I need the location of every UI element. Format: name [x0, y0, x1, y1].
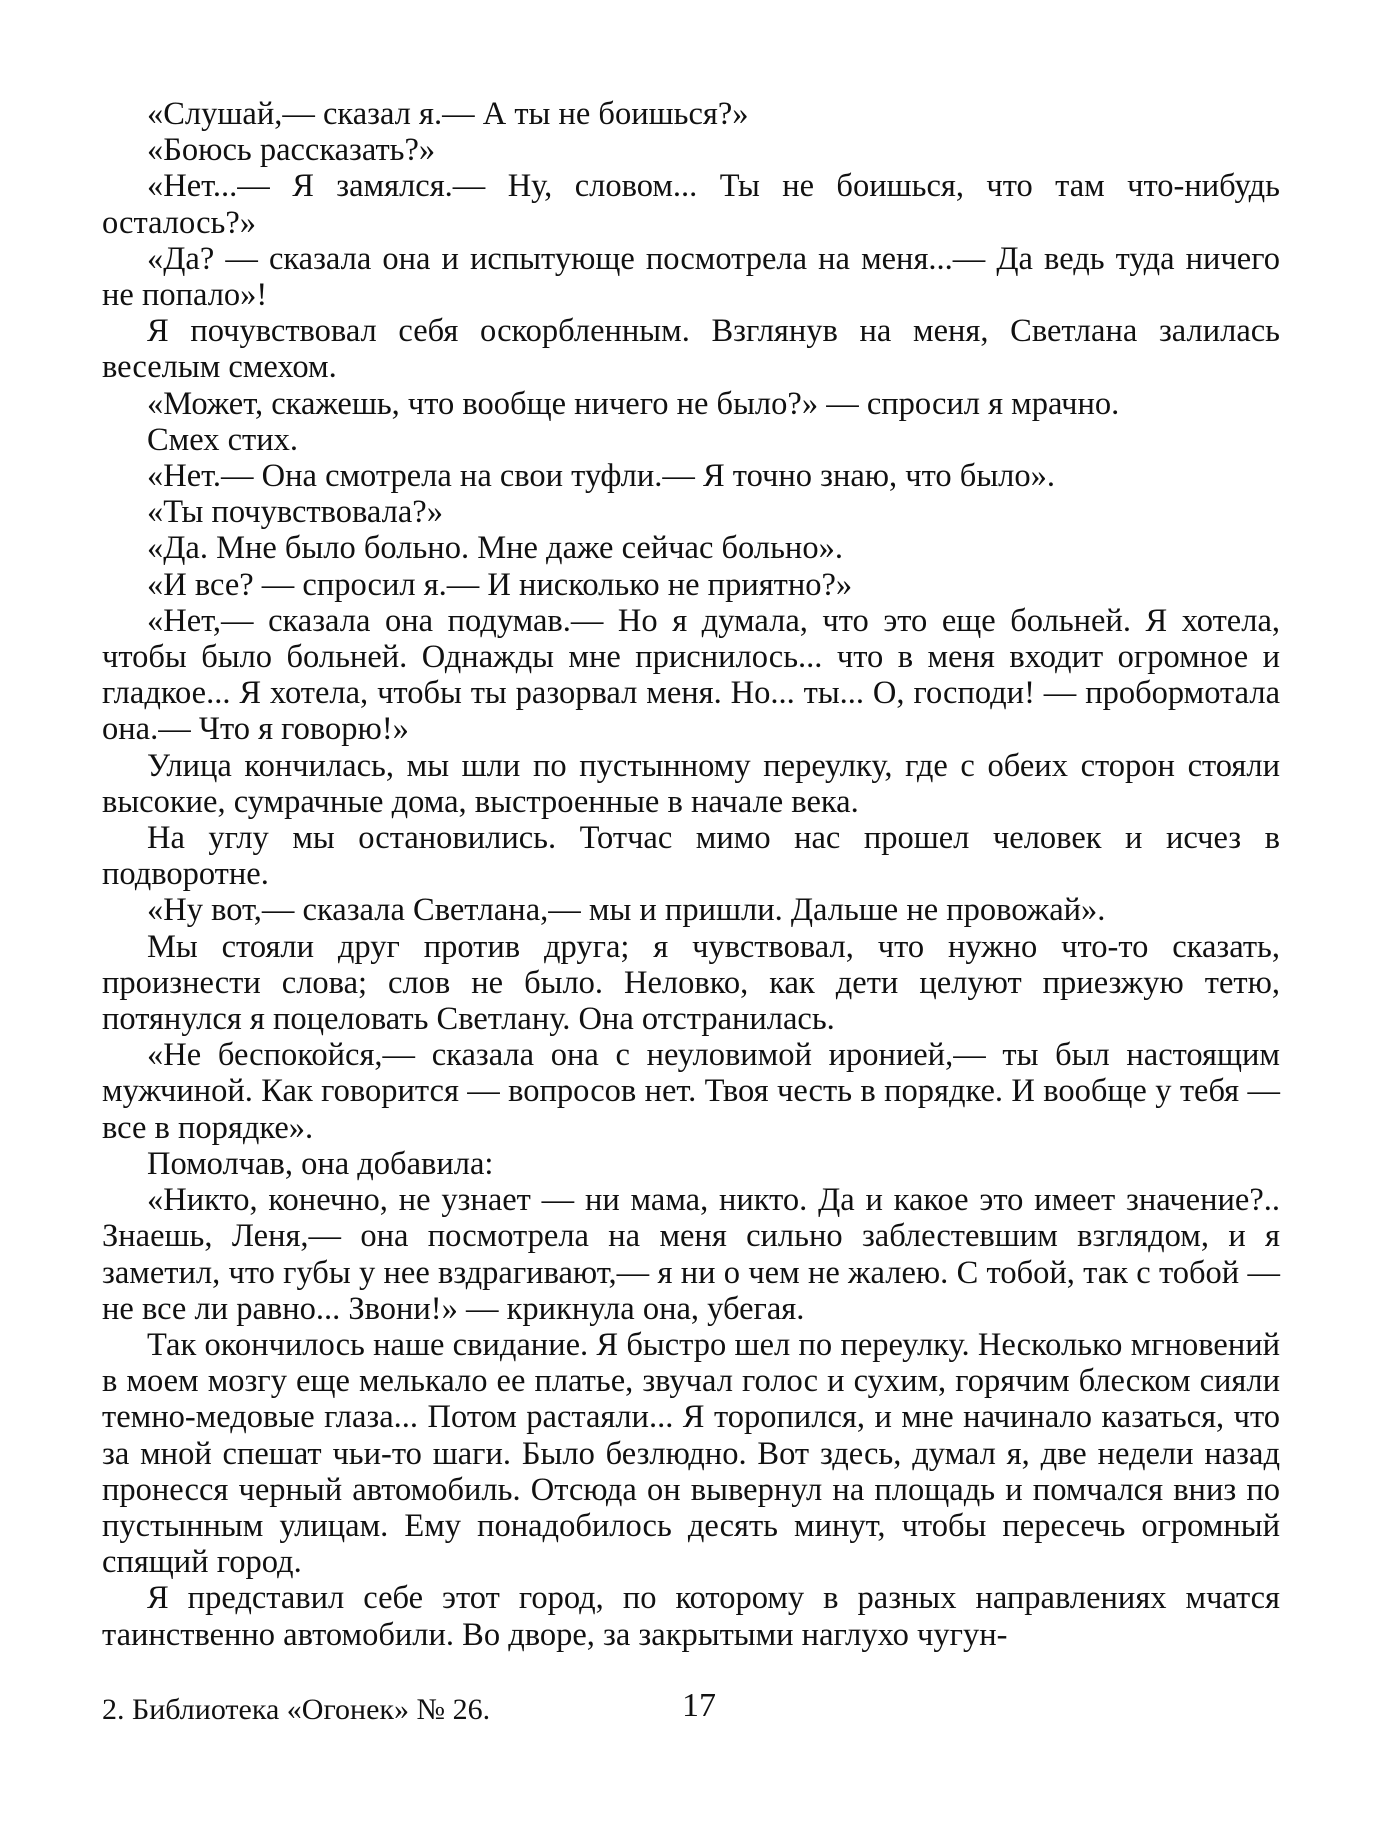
paragraph: Смех стих. [147, 421, 299, 458]
paragraph: «Боюсь рассказать?» [147, 132, 436, 169]
paragraph: «Слушай,— сказал я.— А ты не боишься?» [147, 96, 749, 132]
paragraph: Я представил себе этот город, по которому в разных направлениях мчатся таинственно автомобили. Во дворе, за закрытыми наглухо чугун- [102, 1580, 1280, 1653]
paragraph: «Нет.— Она смотрела на свои туфли.— Я точно знаю, что было». [147, 458, 1056, 495]
paragraph: Мы стояли друг против друга; я чувствовал, что нужно что-то сказать, произнести слова; слов не было. Неловко, как дети целуют приезжую тетю, потянулся я поцеловать Светлану. Она отстранилась. [102, 928, 1280, 1038]
paragraph: Помолчав, она добавила: [147, 1145, 494, 1182]
paragraph: «Никто, конечно, не узнает — ни мама, никто. Да и какое это имеет значение?.. Знаешь, Леня,— она посмотрела на меня сильно заблестевшим взглядом, и я заметил, что губы у нее вздрагивают,— я ни о чем не жалею. С тобой, так с тобой — не все ли равно... Звони!» — крикнула она, убегая. [102, 1182, 1280, 1327]
paragraph: «Не беспокойся,— сказала она с неуловимой иронией,— ты был настоящим мужчиной. Как говорится — вопросов нет. Твоя честь в порядке. И вообще у тебя — все в порядке». [102, 1037, 1280, 1146]
paragraph: Так окончилось наше свидание. Я быстро шел по переулку. Несколько мгновений в моем мозгу еще мелькало ее платье, звучал голос и сухим, горячим блеском сияли темно-медовые глаза... Потом растаяли... Я торопился, и мне начинало казаться, что за мной спешат чьи-то шаги. Было безлюдно. Вот здесь, думал я, две недели назад пронесся черный автомобиль. Отсюда он вывернул на площадь и помчался вниз по пустынным улицам. Ему понадобилось десять минут, чтобы пересечь огромный спящий город. [102, 1326, 1280, 1581]
paragraph: Улица кончилась, мы шли по пустынному переулку, где с обеих сторон стояли высокие, сумрачные дома, выстроенные в начале века. [102, 747, 1280, 820]
page-text [102, 96, 1280, 1653]
page-number: 17 [682, 1687, 716, 1724]
paragraph: «Нет...— Я замялся.— Ну, словом... Ты не боишься, что там что-нибудь осталось?» [102, 168, 1280, 241]
paragraph: «Ты почувствовала?» [147, 494, 443, 531]
paragraph: «Да. Мне было больно. Мне даже сейчас больно». [147, 530, 843, 567]
paragraph: «Нет,— сказала она подумав.— Но я думала, что это еще больней. Я хотела, чтобы было больней. Однажды мне приснилось... что в меня входит огромное и гладкое... Я хотела, чтобы ты разорвал меня. Но... ты... О, господи! — пробормотала она.— Что я говорю!» [102, 602, 1280, 748]
paragraph: «Да? — сказала она и испытующе посмотрела на меня...— Да ведь туда ничего не попало»! [102, 240, 1280, 314]
paragraph: Я почувствовал себя оскорбленным. Взглянув на меня, Светлана залилась веселым смехом. [102, 313, 1280, 386]
paragraph: «И все? — спросил я.— И нисколько не приятно?» [147, 566, 853, 603]
paragraph: На углу мы остановились. Тотчас мимо нас прошел человек и исчез в подворотне. [102, 820, 1280, 893]
paragraph: «Ну вот,— сказала Светлана,— мы и пришли. Дальше не провожай». [147, 892, 1106, 929]
printer-signature: 2. Библиотека «Огонек» № 26. [102, 1693, 491, 1726]
book-page [102, 96, 1280, 1653]
paragraph: «Может, скажешь, что вообще ничего не было?» — спросил я мрачно. [147, 385, 1120, 422]
